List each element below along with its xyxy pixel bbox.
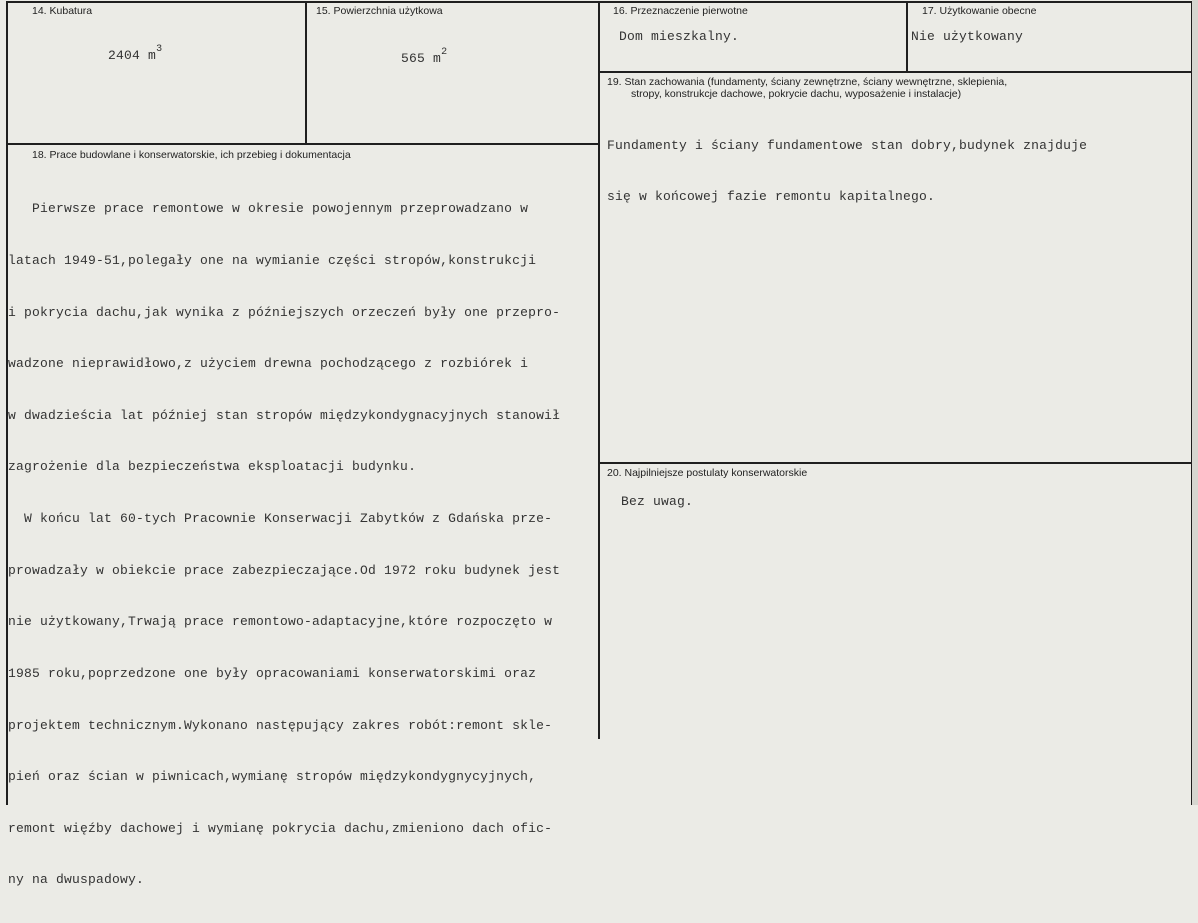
field-19-text (607, 103, 1087, 239)
field-15-unit: m (433, 51, 442, 66)
field-15-value (369, 36, 447, 81)
field-18-text (8, 166, 560, 923)
field-15-label: 15. Powierzchnia użytkowa (316, 5, 443, 17)
rule-16-17 (906, 1, 908, 72)
rule-above-20 (598, 462, 1192, 464)
edge-shadow (1192, 0, 1198, 805)
field-14-unit: m (148, 48, 157, 63)
field-14-value (76, 33, 162, 78)
field-18-line: w dwadzieścia lat później stan stropów międzykondygnacyjnych stanowił (8, 407, 561, 423)
field-18-line: remont więźby dachowej i wymianę pokrycia dachu,zmieniono dach ofic- (8, 820, 553, 836)
field-14-unit-exponent: 3 (156, 44, 163, 55)
field-19-line: Fundamenty i ściany fundamentowe stan dobry,budynek znajduje (607, 138, 1088, 153)
field-15-number: 565 (401, 51, 426, 66)
field-19-label-line-2: stropy, konstrukcje dachowe, pokrycie dachu, wyposażenie i instalacje) (631, 88, 962, 100)
field-18-line: pień oraz ścian w piwnicach,wymianę stropów międzykondygnycyjnych, (8, 769, 537, 785)
field-18-line: latach 1949-51,polegały one na wymianie części stropów,konstrukcji (8, 253, 537, 269)
field-18-line: wadzone nieprawidłowo,z użyciem drewna pochodzącego z rozbiórek i (8, 356, 529, 372)
field-18-line: nie użytkowany,Trwają prace remontowo-adaptacyjne,które rozpoczęto w (8, 614, 553, 630)
field-20-value: Bez uwag. (621, 494, 694, 509)
field-16-value: Dom mieszkalny. (619, 29, 740, 44)
field-18-line: projektem technicznym.Wykonano następujący zakres robót:remont skle- (8, 717, 553, 733)
field-18-line: prowadzały w obiekcie prace zabezpieczające.Od 1972 roku budynek jest (8, 562, 561, 578)
field-19-label-line-1: 19. Stan zachowania (fundamenty, ściany zewnętrzne, ściany wewnętrzne, sklepienia, (607, 76, 1008, 88)
field-18-line: i pokrycia dachu,jak wynika z późniejszych orzeczeń były one przepro- (8, 304, 561, 320)
field-20-label: 20. Najpilniejsze postulaty konserwatorskie (607, 467, 808, 479)
field-18-label: 18. Prace budowlane i konserwatorskie, ich przebieg i dokumentacja (32, 149, 351, 161)
field-19-line: się w końcowej fazie remontu kapitalnego. (607, 189, 936, 204)
field-18-line: Pierwsze prace remontowe w okresie powojennym przeprowadzano w (8, 201, 529, 217)
field-17-label: 17. Użytkowanie obecne (922, 5, 1037, 17)
rule-center (598, 1, 600, 739)
field-18-line: W końcu lat 60-tych Pracownie Konserwacji Zabytków z Gdańska prze- (8, 511, 553, 527)
field-18-line: 1985 roku,poprzedzone one były opracowaniami konserwatorskimi oraz (8, 665, 537, 681)
field-14-number: 2404 (108, 48, 141, 63)
rule-above-19 (598, 71, 1192, 73)
field-17-value: Nie użytkowany (911, 29, 1024, 44)
field-18-line: ny na dwuspadowy. (8, 872, 145, 888)
field-15-unit-exponent: 2 (441, 47, 448, 58)
field-18-line: zagrożenie dla bezpieczeństwa eksploatacji budynku. (8, 459, 417, 475)
field-14-label: 14. Kubatura (32, 5, 93, 17)
field-16-label: 16. Przeznaczenie pierwotne (613, 5, 748, 17)
rule-14-15 (305, 1, 307, 143)
rule-above-18 (6, 143, 599, 145)
